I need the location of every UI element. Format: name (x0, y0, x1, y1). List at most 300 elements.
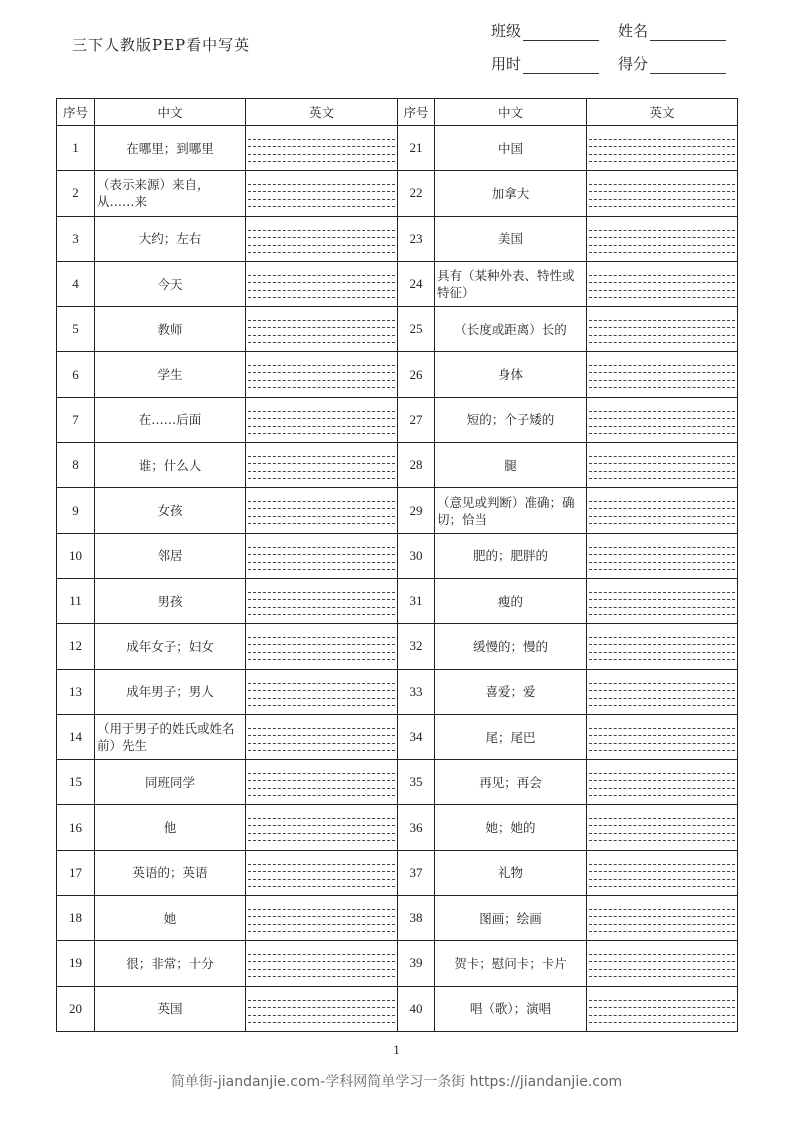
chinese-term: 女孩 (95, 488, 246, 533)
writing-guide-line (248, 705, 395, 706)
item-number: 32 (398, 624, 435, 669)
writing-guide-line (589, 976, 735, 977)
writing-guide-line (248, 139, 395, 140)
writing-guide-line (589, 380, 735, 381)
item-number: 29 (398, 488, 435, 533)
item-number: 1 (57, 126, 95, 171)
writing-guide-line (589, 1007, 735, 1008)
col-header-chinese: 中文 (435, 99, 587, 126)
english-answer-cell[interactable] (246, 443, 398, 488)
table-row (57, 714, 738, 759)
writing-guide-line (248, 508, 395, 509)
item-number: 31 (398, 578, 435, 623)
time-field (491, 53, 599, 74)
chinese-term: 他 (95, 805, 246, 850)
writing-guide-line (248, 879, 395, 880)
writing-guide-line (589, 954, 735, 955)
col-header-chinese: 中文 (95, 99, 246, 126)
english-answer-cell[interactable] (246, 714, 398, 759)
english-answer-cell[interactable] (246, 578, 398, 623)
writing-guide-line (589, 690, 735, 691)
item-number: 16 (57, 805, 95, 850)
english-answer-cell[interactable] (587, 986, 738, 1031)
item-number: 34 (398, 714, 435, 759)
writing-guide-line (589, 297, 735, 298)
writing-guide-line (589, 154, 735, 155)
writing-guide-line (589, 426, 735, 427)
writing-guide-line (589, 387, 735, 388)
writing-guide-line (589, 523, 735, 524)
writing-guide-line (589, 282, 735, 283)
chinese-term: 邻居 (95, 533, 246, 578)
chinese-term: 身体 (435, 352, 587, 397)
table-row (57, 216, 738, 261)
english-answer-cell[interactable] (246, 171, 398, 216)
writing-guide-line (589, 463, 735, 464)
chinese-term: （长度或距离）长的 (435, 307, 587, 352)
writing-guide-line (248, 516, 395, 517)
table-row (57, 850, 738, 895)
chinese-term: 谁；什么人 (95, 443, 246, 488)
table-row (57, 896, 738, 941)
table-row (57, 488, 738, 533)
col-header-english: 英文 (246, 99, 398, 126)
chinese-term: 再见；再会 (435, 760, 587, 805)
writing-guide-line (589, 825, 735, 826)
writing-guide-line (589, 879, 735, 880)
chinese-term: 成年女子；妇女 (95, 624, 246, 669)
writing-guide-line (248, 976, 395, 977)
writing-guide-line (589, 230, 735, 231)
english-answer-cell[interactable] (246, 533, 398, 578)
chinese-term: 礼物 (435, 850, 587, 895)
writing-guide-line (589, 372, 735, 373)
writing-guide-line (589, 795, 735, 796)
score-field (618, 53, 726, 74)
table-header-row (57, 99, 738, 126)
chinese-term: 腿 (435, 443, 587, 488)
english-answer-cell[interactable] (246, 896, 398, 941)
chinese-term: 唱（歌）；演唱 (435, 986, 587, 1031)
english-answer-cell[interactable] (246, 307, 398, 352)
writing-guide-line (248, 569, 395, 570)
writing-guide-line (589, 607, 735, 608)
writing-guide-line (248, 418, 395, 419)
item-number: 4 (57, 261, 95, 306)
english-answer-cell[interactable] (587, 624, 738, 669)
writing-guide-line (589, 644, 735, 645)
writing-guide-line (248, 1000, 395, 1001)
item-number: 15 (57, 760, 95, 805)
table-row (57, 578, 738, 623)
writing-guide-line (248, 916, 395, 917)
writing-guide-line (589, 788, 735, 789)
english-answer-cell[interactable] (587, 488, 738, 533)
chinese-term: 缓慢的；慢的 (435, 624, 587, 669)
name-blank[interactable] (650, 24, 726, 41)
writing-guide-line (589, 599, 735, 600)
english-answer-cell[interactable] (246, 624, 398, 669)
page-number: 1 (393, 1042, 400, 1057)
english-answer-cell[interactable] (587, 126, 738, 171)
chinese-term: 具有（某种外表、特性或特征） (435, 261, 587, 306)
chinese-term: 同班同学 (95, 760, 246, 805)
english-answer-cell[interactable] (587, 171, 738, 216)
writing-guide-line (248, 380, 395, 381)
writing-guide-line (248, 547, 395, 548)
score-blank[interactable] (650, 57, 726, 74)
writing-guide-line (248, 191, 395, 192)
table-row (57, 805, 738, 850)
writing-guide-line (248, 954, 395, 955)
writing-guide-line (589, 554, 735, 555)
english-answer-cell[interactable] (587, 352, 738, 397)
english-answer-cell[interactable] (246, 941, 398, 986)
writing-guide-line (589, 342, 735, 343)
writing-guide-line (589, 924, 735, 925)
english-answer-cell[interactable] (587, 760, 738, 805)
writing-guide-line (589, 818, 735, 819)
chinese-term: 男孩 (95, 578, 246, 623)
chinese-term: （意见或判断）准确；确切；恰当 (435, 488, 587, 533)
writing-guide-line (589, 547, 735, 548)
writing-guide-line (248, 161, 395, 162)
english-answer-cell[interactable] (587, 850, 738, 895)
item-number: 5 (57, 307, 95, 352)
writing-guide-line (248, 320, 395, 321)
writing-guide-line (248, 644, 395, 645)
english-answer-cell[interactable] (246, 760, 398, 805)
writing-guide-line (248, 833, 395, 834)
writing-guide-line (248, 735, 395, 736)
col-header-english: 英文 (587, 99, 738, 126)
chinese-term: 加拿大 (435, 171, 587, 216)
chinese-term: 喜爱；爱 (435, 669, 587, 714)
chinese-term: 在哪里；到哪里 (95, 126, 246, 171)
writing-guide-line (589, 909, 735, 910)
writing-guide-line (248, 788, 395, 789)
chinese-term: 她 (95, 896, 246, 941)
writing-guide-line (589, 418, 735, 419)
writing-guide-line (589, 290, 735, 291)
writing-guide-line (248, 463, 395, 464)
english-answer-cell[interactable] (246, 850, 398, 895)
table-row (57, 986, 738, 1031)
chinese-term: 肥的；肥胖的 (435, 533, 587, 578)
writing-guide-line (589, 146, 735, 147)
writing-guide-line (589, 1000, 735, 1001)
writing-guide-line (248, 471, 395, 472)
writing-guide-line (248, 773, 395, 774)
writing-guide-line (589, 508, 735, 509)
writing-guide-line (589, 614, 735, 615)
english-answer-cell[interactable] (587, 578, 738, 623)
chinese-term: （表示来源）来自，从……来 (95, 171, 246, 216)
writing-guide-line (248, 659, 395, 660)
chinese-term: 贺卡；慰问卡；卡片 (435, 941, 587, 986)
writing-guide-line (248, 690, 395, 691)
writing-guide-line (248, 184, 395, 185)
writing-guide-line (589, 698, 735, 699)
writing-guide-line (589, 961, 735, 962)
writing-guide-line (248, 592, 395, 593)
name-field (618, 20, 726, 41)
writing-guide-line (248, 886, 395, 887)
item-number: 39 (398, 941, 435, 986)
writing-guide-line (248, 750, 395, 751)
table-row (57, 533, 738, 578)
writing-guide-line (589, 864, 735, 865)
writing-guide-line (589, 139, 735, 140)
english-answer-cell[interactable] (246, 397, 398, 442)
writing-guide-line (589, 501, 735, 502)
writing-guide-line (248, 372, 395, 373)
item-number: 10 (57, 533, 95, 578)
time-label: 用时 (491, 55, 522, 73)
writing-guide-line (589, 780, 735, 781)
chinese-term: 美国 (435, 216, 587, 261)
english-answer-cell[interactable] (587, 261, 738, 306)
english-answer-cell[interactable] (587, 941, 738, 986)
chinese-term: 瘦的 (435, 578, 587, 623)
writing-guide-line (248, 154, 395, 155)
item-number: 30 (398, 533, 435, 578)
writing-guide-line (248, 426, 395, 427)
item-number: 3 (57, 216, 95, 261)
writing-guide-line (248, 909, 395, 910)
writing-guide-line (248, 1007, 395, 1008)
writing-guide-line (248, 637, 395, 638)
writing-guide-line (589, 562, 735, 563)
writing-guide-line (248, 478, 395, 479)
item-number: 28 (398, 443, 435, 488)
writing-guide-line (589, 683, 735, 684)
table-row (57, 443, 738, 488)
writing-guide-line (589, 365, 735, 366)
writing-guide-line (589, 652, 735, 653)
item-number: 8 (57, 443, 95, 488)
writing-guide-line (589, 191, 735, 192)
chinese-term: 英国 (95, 986, 246, 1031)
writing-guide-line (248, 433, 395, 434)
col-header-number: 序号 (398, 99, 435, 126)
chinese-term: 教师 (95, 307, 246, 352)
chinese-term: 她；她的 (435, 805, 587, 850)
item-number: 6 (57, 352, 95, 397)
english-answer-cell[interactable] (246, 986, 398, 1031)
writing-guide-line (589, 237, 735, 238)
writing-guide-line (248, 290, 395, 291)
table-row (57, 941, 738, 986)
item-number: 35 (398, 760, 435, 805)
writing-guide-line (248, 342, 395, 343)
writing-guide-line (248, 335, 395, 336)
english-answer-cell[interactable] (246, 216, 398, 261)
writing-guide-line (589, 659, 735, 660)
writing-guide-line (248, 523, 395, 524)
writing-guide-line (248, 840, 395, 841)
item-number: 22 (398, 171, 435, 216)
name-label: 姓名 (618, 22, 649, 40)
writing-guide-line (589, 637, 735, 638)
table-row (57, 352, 738, 397)
score-label: 得分 (618, 55, 649, 73)
writing-guide-line (248, 501, 395, 502)
writing-guide-line (589, 245, 735, 246)
chinese-term: 很；非常；十分 (95, 941, 246, 986)
writing-guide-line (248, 683, 395, 684)
writing-guide-line (248, 871, 395, 872)
writing-guide-line (589, 320, 735, 321)
writing-guide-line (589, 471, 735, 472)
writing-guide-line (248, 282, 395, 283)
chinese-term: 中国 (435, 126, 587, 171)
table-row (57, 760, 738, 805)
english-answer-cell[interactable] (246, 488, 398, 533)
table-row (57, 307, 738, 352)
english-answer-cell[interactable] (246, 126, 398, 171)
writing-guide-line (248, 780, 395, 781)
english-answer-cell[interactable] (246, 261, 398, 306)
writing-guide-line (248, 199, 395, 200)
writing-guide-line (248, 554, 395, 555)
item-number: 23 (398, 216, 435, 261)
writing-guide-line (248, 146, 395, 147)
english-answer-cell[interactable] (587, 805, 738, 850)
item-number: 40 (398, 986, 435, 1031)
item-number: 19 (57, 941, 95, 986)
item-number: 14 (57, 714, 95, 759)
writing-guide-line (248, 728, 395, 729)
table-row (57, 397, 738, 442)
item-number: 13 (57, 669, 95, 714)
english-answer-cell[interactable] (246, 669, 398, 714)
item-number: 36 (398, 805, 435, 850)
writing-guide-line (248, 652, 395, 653)
chinese-term: 在……后面 (95, 397, 246, 442)
writing-guide-line (248, 411, 395, 412)
writing-guide-line (248, 931, 395, 932)
writing-guide-line (248, 297, 395, 298)
item-number: 37 (398, 850, 435, 895)
english-answer-cell[interactable] (587, 443, 738, 488)
writing-guide-line (589, 728, 735, 729)
chinese-term: 短的；个子矮的 (435, 397, 587, 442)
writing-guide-line (248, 456, 395, 457)
class-blank[interactable] (523, 24, 599, 41)
chinese-term: 今天 (95, 261, 246, 306)
writing-guide-line (248, 698, 395, 699)
writing-guide-line (248, 818, 395, 819)
writing-guide-line (589, 773, 735, 774)
item-number: 24 (398, 261, 435, 306)
writing-guide-line (589, 833, 735, 834)
writing-guide-line (589, 456, 735, 457)
writing-guide-line (248, 237, 395, 238)
item-number: 17 (57, 850, 95, 895)
writing-guide-line (589, 871, 735, 872)
writing-guide-line (589, 184, 735, 185)
writing-guide-line (589, 840, 735, 841)
table-row (57, 669, 738, 714)
writing-guide-line (248, 327, 395, 328)
writing-guide-line (589, 750, 735, 751)
writing-guide-line (589, 1015, 735, 1016)
writing-guide-line (589, 252, 735, 253)
writing-guide-line (589, 327, 735, 328)
table-row (57, 624, 738, 669)
english-answer-cell[interactable] (587, 533, 738, 578)
english-answer-cell[interactable] (246, 805, 398, 850)
writing-guide-line (589, 969, 735, 970)
table-row (57, 171, 738, 216)
writing-guide-line (589, 275, 735, 276)
table-row (57, 126, 738, 171)
english-answer-cell[interactable] (246, 352, 398, 397)
writing-guide-line (248, 607, 395, 608)
writing-guide-line (589, 705, 735, 706)
chinese-term: （用于男子的姓氏或姓名前）先生 (95, 714, 246, 759)
writing-guide-line (589, 743, 735, 744)
english-answer-cell[interactable] (587, 714, 738, 759)
writing-guide-line (248, 961, 395, 962)
time-blank[interactable] (523, 57, 599, 74)
writing-guide-line (248, 599, 395, 600)
writing-guide-line (248, 614, 395, 615)
writing-guide-line (589, 433, 735, 434)
item-number: 2 (57, 171, 95, 216)
item-number: 12 (57, 624, 95, 669)
writing-guide-line (589, 411, 735, 412)
item-number: 21 (398, 126, 435, 171)
writing-guide-line (589, 335, 735, 336)
writing-guide-line (248, 743, 395, 744)
item-number: 20 (57, 986, 95, 1031)
writing-guide-line (248, 562, 395, 563)
writing-guide-line (589, 478, 735, 479)
english-answer-cell[interactable] (587, 669, 738, 714)
writing-guide-line (589, 199, 735, 200)
english-answer-cell[interactable] (587, 307, 738, 352)
writing-guide-line (248, 969, 395, 970)
writing-guide-line (589, 735, 735, 736)
english-answer-cell[interactable] (587, 896, 738, 941)
writing-guide-line (248, 230, 395, 231)
writing-guide-line (589, 206, 735, 207)
footer-watermark: 简单街-jiandanjie.com-学科网简单学习一条街 https://jiandanjie.com (170, 1074, 623, 1090)
writing-guide-line (589, 886, 735, 887)
writing-guide-line (248, 365, 395, 366)
chinese-term: 学生 (95, 352, 246, 397)
writing-guide-line (589, 931, 735, 932)
item-number: 27 (398, 397, 435, 442)
class-field (491, 20, 599, 41)
item-number: 18 (57, 896, 95, 941)
chinese-term: 尾；尾巴 (435, 714, 587, 759)
chinese-term: 图画；绘画 (435, 896, 587, 941)
english-answer-cell[interactable] (587, 216, 738, 261)
class-label: 班级 (491, 22, 522, 40)
writing-guide-line (248, 252, 395, 253)
writing-guide-line (248, 1015, 395, 1016)
english-answer-cell[interactable] (587, 397, 738, 442)
chinese-term: 大约；左右 (95, 216, 246, 261)
worksheet-title: 三下人教版PEP看中写英 (72, 36, 251, 54)
vocab-table (56, 98, 738, 1032)
item-number: 26 (398, 352, 435, 397)
writing-guide-line (248, 275, 395, 276)
writing-guide-line (589, 161, 735, 162)
